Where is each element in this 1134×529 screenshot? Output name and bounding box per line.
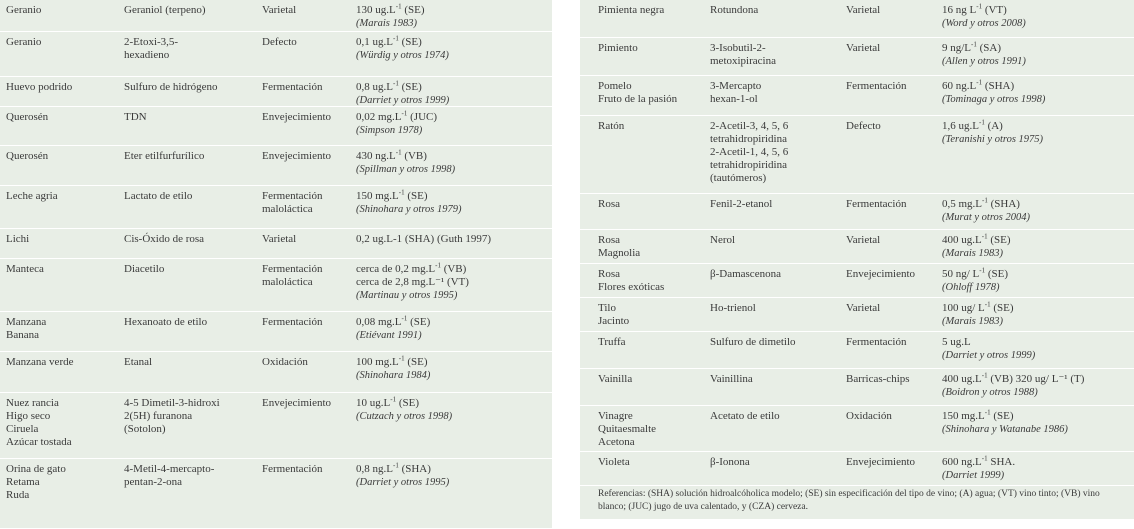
concentracion-cell <box>942 302 1134 328</box>
table-row <box>0 352 552 393</box>
unit-tail: (VB) 320 ug/ L⁻¹ (T) <box>987 373 1085 385</box>
unit-tail: (SE) <box>407 316 431 328</box>
table-row <box>0 0 552 32</box>
concentracion-value: 150 mg.L <box>356 190 399 202</box>
unit-exponent: -1 <box>976 78 983 87</box>
aroma-cell: Nuez rancia Higo seco Ciruela Azúcar tostada <box>6 397 72 448</box>
origen-cell: Envejecimiento <box>846 456 916 468</box>
concentracion-cell <box>942 268 1134 294</box>
unit-exponent: -1 <box>984 300 991 309</box>
compuesto-cell: Rotundona <box>710 4 759 16</box>
origen-cell: Varietal <box>846 42 881 54</box>
concentracion-value: 0,1 ug.L <box>356 36 393 48</box>
unit-tail: (SE) <box>987 234 1011 246</box>
unit-exponent: -1 <box>392 461 399 470</box>
right-table <box>580 0 1134 519</box>
table-row <box>0 107 552 146</box>
compuesto-cell: Sulfuro de dimetilo <box>710 336 796 348</box>
compuesto-cell: Ho-trienol <box>710 302 756 314</box>
referencia: (Boidron y otros 1988) <box>942 387 1038 398</box>
table-row <box>0 312 552 352</box>
aroma-cell: Pimienta negra <box>598 4 665 16</box>
origen-cell: Varietal <box>846 302 881 314</box>
concentracion-cell <box>356 111 576 137</box>
concentracion-value: 600 ng.L <box>942 456 982 468</box>
compuesto-cell: 3-Isobutil-2- metoxipiracina <box>710 42 776 67</box>
referencia: (Simpson 1978) <box>356 125 423 136</box>
aroma-cell: Vinagre Quitaesmalte Acetona <box>598 410 657 448</box>
referencia: (Darriet y otros 1995) <box>356 477 450 488</box>
table-row <box>0 459 552 529</box>
table-row <box>0 259 552 312</box>
concentracion-cell <box>356 263 576 302</box>
concentracion-value: 100 ug/ L <box>942 302 985 314</box>
concentracion-value: 0,8 ug.L <box>356 81 393 93</box>
referencias-note: Referencias: (SHA) solución hidroalcóholica modelo; (SE) sin especificación del tipo de vino; (A) agua; (VT) vino tinto; (VB) vino blanco; (JUC) jugo de uva calentado, y (CZA) cerveza. <box>598 489 1100 512</box>
compuesto-cell: Hexanoato de etilo <box>124 316 208 328</box>
concentracion-cell <box>942 80 1134 106</box>
unit-exponent: -1 <box>982 196 988 205</box>
unit-tail: (A) <box>984 120 1003 132</box>
aroma-cell: Orina de gato Retama Ruda <box>6 463 66 501</box>
concentracion-value: 400 ug.L <box>942 373 982 385</box>
unit-tail: (JUC) <box>407 111 438 123</box>
unit-exponent: -1 <box>981 232 988 241</box>
aroma-cell: Querosén <box>6 150 49 162</box>
compuesto-cell: Lactato de etilo <box>124 190 193 202</box>
concentracion-value: 9 ng/L <box>942 42 972 54</box>
concentracion-value: 0,2 ug.L-1 (SHA) (Guth 1997) <box>356 233 492 245</box>
origen-cell: Fermentación <box>846 198 907 210</box>
concentracion-value: cerca de 0,2 mg.L <box>356 263 436 275</box>
compuesto-cell: Etanal <box>124 356 153 368</box>
compuesto-cell: 3-Mercapto hexan-1-ol <box>710 80 762 105</box>
table-row <box>580 332 1134 369</box>
aroma-cell: Truffa <box>598 336 626 348</box>
table-row <box>0 186 552 229</box>
left-table <box>0 0 552 529</box>
concentracion-value: 150 mg.L <box>942 410 985 422</box>
unit-exponent: -1 <box>392 79 399 88</box>
compuesto-cell: 4-5 Dimetil-3-hidroxi 2(5H) furanona (Sotolon) <box>124 397 220 435</box>
unit-tail: (SHA) <box>982 80 1015 92</box>
unit-exponent: -1 <box>390 395 397 404</box>
aroma-cell: Geranio <box>6 36 42 48</box>
origen-cell: Fermentación <box>262 81 323 93</box>
unit-exponent: -1 <box>981 371 988 380</box>
referencia: (Marais 1983) <box>942 248 1003 259</box>
unit-tail: (SHA) <box>398 463 431 475</box>
unit-tail: (VT) <box>982 4 1007 16</box>
concentracion-value: 430 ng.L <box>356 150 396 162</box>
compuesto-cell: Diacetilo <box>124 263 165 275</box>
referencia: (Murat y otros 2004) <box>942 212 1030 223</box>
unit-exponent: -1 <box>392 34 399 43</box>
referencia: (Shinohara y otros 1979) <box>356 204 462 215</box>
unit-tail: (SE) <box>990 410 1014 422</box>
origen-cell: Barricas-chips <box>846 373 910 385</box>
concentracion-cell <box>356 36 576 62</box>
referencia: (Darriet 1999) <box>942 470 1005 481</box>
concentracion-cell <box>942 410 1134 436</box>
table-row <box>580 0 1134 38</box>
unit-tail: (SE) <box>985 268 1009 280</box>
referencia: (Word y otros 2008) <box>942 18 1026 29</box>
referencia: (Cutzach y otros 1998) <box>356 411 453 422</box>
unit-exponent: -1 <box>978 118 985 127</box>
concentracion-cell <box>942 120 1134 146</box>
referencia: (Marais 1983) <box>356 18 417 29</box>
referencia: (Tominaga y otros 1998) <box>942 94 1046 105</box>
compuesto-cell: 2-Etoxi-3,5- hexadieno <box>124 36 179 61</box>
unit-tail: (SE) <box>398 81 422 93</box>
origen-cell: Fermentación <box>846 80 907 92</box>
table-row <box>580 452 1134 486</box>
concentracion-cell <box>942 234 1134 260</box>
origen-cell: Varietal <box>262 4 297 16</box>
origen-cell: Fermentación maloláctica <box>262 190 323 215</box>
aroma-cell: Rosa Magnolia <box>598 234 641 259</box>
origen-cell: Varietal <box>846 4 881 16</box>
concentracion-cell <box>356 463 576 489</box>
concentracion-cell <box>942 42 1134 68</box>
aroma-cell: Violeta <box>598 456 630 468</box>
origen-cell: Varietal <box>846 234 881 246</box>
table-row <box>0 393 552 459</box>
unit-exponent: -1 <box>398 188 405 197</box>
unit-exponent: -1 <box>979 266 986 275</box>
compuesto-cell: 4-Metil-4-mercapto- pentan-2-ona <box>124 463 215 488</box>
referencia: (Shinohara y Watanabe 1986) <box>942 424 1068 435</box>
aroma-cell: Huevo podrido <box>6 81 73 93</box>
compuesto-cell: Sulfuro de hidrógeno <box>124 81 218 93</box>
referencia: (Shinohara 1984) <box>356 370 431 381</box>
referencia: (Teranishi y otros 1975) <box>942 134 1044 145</box>
unit-tail: (VB) cerca de 2,8 mg.L⁻¹ (VT) <box>356 263 469 288</box>
aroma-cell: Rosa <box>598 198 620 210</box>
unit-tail: (SE) <box>404 190 428 202</box>
unit-exponent: -1 <box>395 2 402 11</box>
table-row <box>580 230 1134 264</box>
aroma-cell: Geranio <box>6 4 42 16</box>
aroma-cell: Leche agria <box>6 190 58 202</box>
concentracion-cell <box>942 4 1134 30</box>
unit-exponent: -1 <box>401 314 408 323</box>
referencia: (Spillman y otros 1998) <box>356 164 456 175</box>
table-row <box>0 77 552 107</box>
unit-exponent: -1 <box>984 408 991 417</box>
aroma-cell: Vainilla <box>598 373 633 385</box>
aroma-cell: Tilo Jacinto <box>598 302 630 327</box>
compuesto-cell: β-Damascenona <box>710 268 781 280</box>
concentracion-cell <box>356 316 576 342</box>
origen-cell: Oxidación <box>846 410 892 422</box>
table-row <box>580 369 1134 406</box>
origen-cell: Defecto <box>846 120 881 132</box>
origen-cell: Envejecimiento <box>262 397 332 409</box>
compuesto-cell: β-Ionona <box>710 456 750 468</box>
concentracion-value: 130 ug.L <box>356 4 396 16</box>
concentracion-value: 400 ug.L <box>942 234 982 246</box>
unit-tail: (SE) <box>401 4 425 16</box>
referencia: (Würdig y otros 1974) <box>356 50 449 61</box>
concentracion-value: 60 ng.L <box>942 80 977 92</box>
concentracion-cell <box>356 4 576 30</box>
unit-tail: (VB) <box>401 150 427 162</box>
origen-cell: Fermentación <box>262 316 323 328</box>
aroma-cell: Lichi <box>6 233 30 245</box>
referencia: (Darriet y otros 1999) <box>356 95 450 106</box>
concentracion-value: 100 mg.L <box>356 356 399 368</box>
concentracion-value: 1,6 ug.L <box>942 120 979 132</box>
origen-cell: Fermentación maloláctica <box>262 263 323 288</box>
origen-cell: Defecto <box>262 36 297 48</box>
concentracion-cell <box>356 190 576 216</box>
concentracion-cell <box>942 373 1134 399</box>
compuesto-cell: Fenil-2-etanol <box>710 198 773 210</box>
unit-tail: (SA) <box>976 42 1002 54</box>
unit-exponent: -1 <box>971 40 977 49</box>
concentracion-cell <box>942 198 1134 224</box>
concentracion-value: 0,5 mg.L <box>942 198 983 210</box>
referencia: (Martinau y otros 1995) <box>356 290 458 301</box>
compuesto-cell: Vainillina <box>710 373 753 385</box>
compuesto-cell: 2-Acetil-3, 4, 5, 6 tetrahidropiridina 2-Acetil-1, 4, 5, 6 tetrahidropiridina (tautómeros) <box>710 120 789 184</box>
origen-cell: Envejecimiento <box>262 150 332 162</box>
concentracion-value: 0,08 mg.L <box>356 316 402 328</box>
concentracion-value: 5 ug.L <box>942 336 971 348</box>
aroma-cell: Rosa Flores exóticas <box>598 268 665 293</box>
aroma-cell: Ratón <box>598 120 625 132</box>
origen-cell: Fermentación <box>846 336 907 348</box>
unit-exponent: -1 <box>435 261 441 270</box>
unit-tail: SHA. <box>987 456 1016 468</box>
concentracion-value: 16 ng L <box>942 4 977 16</box>
table-row <box>580 194 1134 230</box>
origen-cell: Envejecimiento <box>846 268 916 280</box>
table-row <box>0 146 552 186</box>
aroma-cell: Manzana Banana <box>6 316 47 341</box>
unit-exponent: -1 <box>401 109 408 118</box>
origen-cell: Envejecimiento <box>262 111 332 123</box>
table-row <box>0 32 552 77</box>
origen-cell: Fermentación <box>262 463 323 475</box>
referencia: (Allen y otros 1991) <box>942 56 1026 67</box>
origen-cell: Varietal <box>262 233 297 245</box>
table-row <box>580 264 1134 298</box>
unit-tail: (SE) <box>396 397 419 409</box>
table-row <box>580 406 1134 452</box>
compuesto-cell: Eter etilfurfurílico <box>124 150 205 162</box>
origen-cell: Oxidación <box>262 356 308 368</box>
referencia: (Ohloff 1978) <box>942 282 1000 293</box>
compuesto-cell: Acetato de etilo <box>710 410 780 422</box>
concentracion-cell <box>356 150 576 176</box>
referencia: (Marais 1983) <box>942 316 1003 327</box>
table-row <box>0 229 552 259</box>
unit-tail: (SE) <box>404 356 428 368</box>
concentracion-cell <box>942 336 1134 362</box>
compuesto-cell: Nerol <box>710 234 736 246</box>
aroma-cell: Manteca <box>6 263 44 275</box>
aroma-cell: Pimiento <box>598 42 638 54</box>
concentracion-value: 0,02 mg.L <box>356 111 402 123</box>
referencia: (Etiévant 1991) <box>356 330 422 341</box>
concentracion-cell <box>356 397 576 423</box>
aroma-cell: Pomelo Fruto de la pasión <box>598 80 678 105</box>
unit-exponent: -1 <box>976 2 983 11</box>
concentracion-value: 0,8 ng.L <box>356 463 393 475</box>
concentracion-cell <box>356 81 576 107</box>
concentracion-value: 10 ug.L <box>356 397 391 409</box>
table-row <box>580 38 1134 76</box>
compuesto-cell: Cis-Óxido de rosa <box>124 233 205 245</box>
unit-exponent: -1 <box>395 148 402 157</box>
unit-exponent: -1 <box>981 454 988 463</box>
concentracion-cell <box>356 233 576 246</box>
compuesto-cell: Geraniol (terpeno) <box>124 4 206 16</box>
table-row <box>580 298 1134 332</box>
concentracion-value: 50 ng/ L <box>942 268 980 280</box>
aroma-cell: Querosén <box>6 111 49 123</box>
aroma-cell: Manzana verde <box>6 356 74 368</box>
unit-tail: (SE) <box>990 302 1014 314</box>
unit-tail: (SE) <box>398 36 422 48</box>
table-row <box>580 116 1134 194</box>
concentracion-cell <box>942 456 1134 482</box>
unit-exponent: -1 <box>398 354 405 363</box>
unit-tail: (SHA) <box>987 198 1020 210</box>
table-row <box>580 76 1134 116</box>
compuesto-cell: TDN <box>124 111 147 123</box>
concentracion-cell <box>356 356 576 382</box>
referencia: (Darriet y otros 1999) <box>942 350 1036 361</box>
